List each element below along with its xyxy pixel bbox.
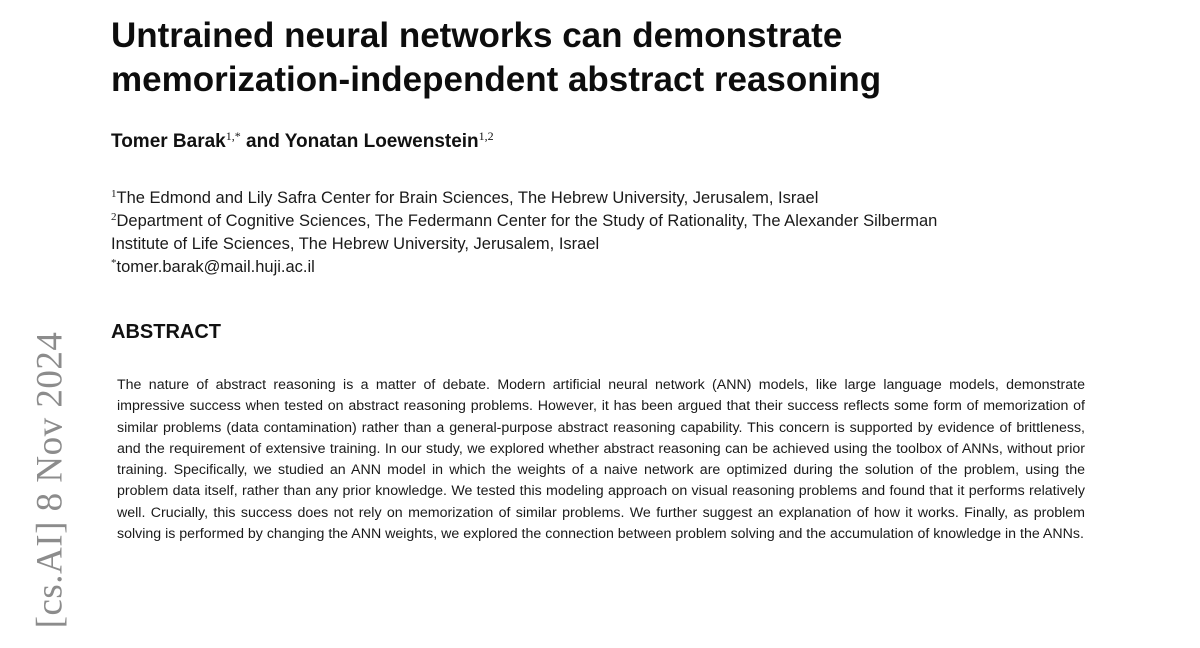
affiliation-mark: 1	[111, 188, 117, 200]
arxiv-side-stamp: [cs.AI] 8 Nov 2024	[29, 331, 71, 629]
paper-title	[111, 14, 1111, 102]
author-2-affiliation-marks: 1,2	[478, 129, 494, 143]
affiliation-text: The Edmond and Lily Safra Center for Brain Sciences, The Hebrew University, Jerusalem, Israel	[116, 189, 819, 207]
affiliations-block	[111, 187, 1111, 279]
author-1-affiliation-marks: 1,*	[225, 129, 241, 143]
author-list	[111, 130, 494, 154]
affiliation-text: Institute of Life Sciences, The Hebrew University, Jerusalem, Israel	[111, 235, 600, 253]
corresponding-email: tomer.barak@mail.huji.ac.il	[116, 258, 315, 276]
paper-title-line-1: Untrained neural networks can demonstrate	[111, 16, 843, 55]
corresponding-author-mark: *	[111, 257, 117, 269]
affiliation-mark: 2	[111, 211, 117, 223]
affiliation-line	[111, 210, 1111, 233]
affiliation-text: Department of Cognitive Sciences, The Federmann Center for the Study of Rationality, The Alexander Silberman	[116, 212, 938, 230]
author-name-1: Tomer Barak	[111, 131, 226, 152]
corresponding-email-line	[111, 256, 1111, 279]
affiliation-line	[111, 233, 1111, 256]
author-name-2: Yonatan Loewenstein	[284, 131, 479, 152]
abstract-heading: ABSTRACT	[111, 321, 221, 343]
abstract-body: The nature of abstract reasoning is a matter of debate. Modern artificial neural network (ANN) models, like large language models, demonstrate impressive success when tested on abstract reasoning problems. However, it has been argued that their success reflects some form of memorization of similar problems (data contamination) rather than a general-purpose abstract reasoning capability. This concern is supported by evidence of brittleness, and the requirement of extensive training. In our study, we explored whether abstract reasoning can be achieved using the toolbox of ANNs, without prior training. Specifically, we studied an ANN model in which the weights of a naive network are optimized during the solution of the problem, using the problem data itself, rather than any prior knowledge. We tested this modeling approach on visual reasoning problems and found that it performs relatively well. Crucially, this success does not rely on memorization of similar problems. We further suggest an explanation of how it works. Finally, as problem solving is performed by changing the ANN weights, we explored the connection between problem solving and the accumulation of knowledge in the ANNs.	[117, 377, 1085, 543]
affiliation-line	[111, 187, 1111, 210]
author-connector: and	[240, 131, 285, 152]
paper-title-line-2: memorization-independent abstract reasoning	[111, 60, 882, 99]
